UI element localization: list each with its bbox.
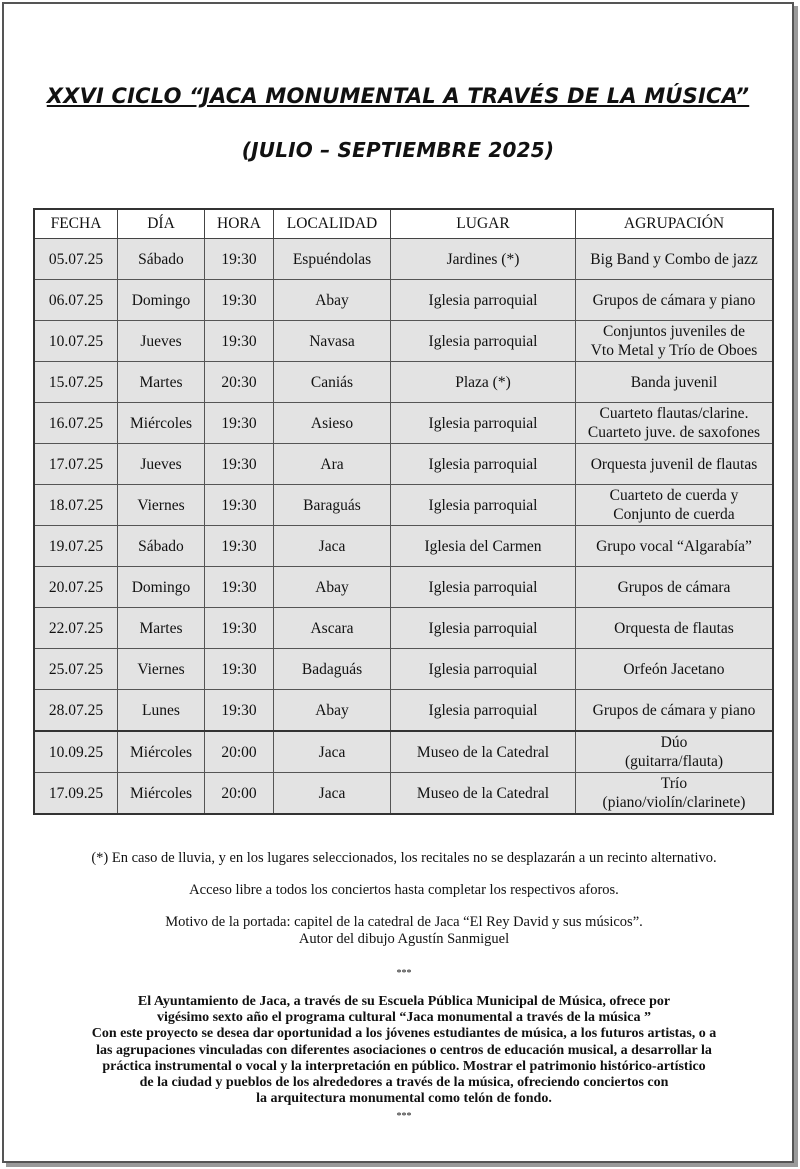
cell-hora: 20:00	[205, 773, 274, 815]
cell-localidad: Jaca	[274, 731, 391, 773]
cell-fecha: 18.07.25	[34, 485, 118, 526]
table-row	[34, 690, 773, 732]
cell-dia: Sábado	[118, 526, 205, 567]
table-row	[34, 773, 773, 815]
agrupacion-line: Cuarteto juve. de saxofones	[587, 424, 761, 441]
cell-agrupacion	[576, 731, 774, 773]
table-row	[34, 649, 773, 690]
cell-dia: Martes	[118, 608, 205, 649]
cell-dia: Miércoles	[118, 773, 205, 815]
table-row	[34, 608, 773, 649]
separator: ***	[396, 968, 412, 979]
description-line: vigésimo sexto año el programa cultural “Jaca monumental a través de la música ”	[157, 1010, 651, 1026]
table-row	[34, 321, 773, 362]
agrupacion-line: (piano/violín/clarinete)	[602, 794, 746, 811]
cell-lugar: Iglesia parroquial	[391, 567, 576, 608]
cell-agrupacion	[576, 690, 774, 732]
cell-fecha: 17.09.25	[34, 773, 118, 815]
table-body	[34, 239, 773, 815]
agrupacion-line: Big Band y Combo de jazz	[590, 250, 758, 268]
cell-lugar: Iglesia parroquial	[391, 649, 576, 690]
cell-localidad: Abay	[274, 690, 391, 732]
description-line: la arquitectura monumental como telón de fondo.	[256, 1091, 552, 1107]
cell-lugar: Iglesia parroquial	[391, 690, 576, 732]
header-agrupacion: AGRUPACIÓN	[576, 209, 774, 239]
cell-hora: 19:30	[205, 690, 274, 732]
agrupacion-line: Trío	[660, 775, 688, 792]
cell-agrupacion	[576, 773, 774, 815]
cell-hora: 19:30	[205, 649, 274, 690]
agrupacion-line: Orfeón Jacetano	[623, 660, 725, 678]
header-fecha: FECHA	[34, 209, 118, 239]
cell-fecha: 06.07.25	[34, 280, 118, 321]
cell-lugar: Plaza (*)	[391, 362, 576, 403]
cell-fecha: 17.07.25	[34, 444, 118, 485]
agrupacion-line: Conjuntos juveniles de	[602, 323, 746, 340]
cell-agrupacion	[576, 362, 774, 403]
cell-lugar: Iglesia parroquial	[391, 608, 576, 649]
cell-dia: Domingo	[118, 567, 205, 608]
header-lugar: LUGAR	[391, 209, 576, 239]
cell-lugar: Iglesia parroquial	[391, 485, 576, 526]
cell-localidad: Ara	[274, 444, 391, 485]
program-description	[24, 994, 784, 1107]
cell-localidad: Jaca	[274, 773, 391, 815]
cell-hora: 19:30	[205, 444, 274, 485]
cell-fecha: 16.07.25	[34, 403, 118, 444]
cell-lugar: Iglesia parroquial	[391, 280, 576, 321]
table-row	[34, 239, 773, 280]
table-row	[34, 731, 773, 773]
cell-localidad: Jaca	[274, 526, 391, 567]
cell-dia: Jueves	[118, 321, 205, 362]
cell-fecha: 25.07.25	[34, 649, 118, 690]
table-row	[34, 280, 773, 321]
cell-lugar: Iglesia parroquial	[391, 444, 576, 485]
cell-agrupacion	[576, 485, 774, 526]
cell-agrupacion	[576, 280, 774, 321]
cell-agrupacion	[576, 444, 774, 485]
cell-hora: 19:30	[205, 485, 274, 526]
agrupacion-line: Banda juvenil	[630, 373, 718, 391]
header-dia: DÍA	[118, 209, 205, 239]
agrupacion-line: Dúo	[660, 734, 688, 751]
cell-agrupacion	[576, 403, 774, 444]
table-row	[34, 362, 773, 403]
agrupacion-line: Orquesta juvenil de flautas	[590, 455, 758, 473]
cell-agrupacion	[576, 567, 774, 608]
cell-fecha: 10.09.25	[34, 731, 118, 773]
table-row	[34, 403, 773, 444]
cell-hora: 20:00	[205, 731, 274, 773]
cell-hora: 19:30	[205, 403, 274, 444]
agrupacion-line: Orquesta de flautas	[614, 619, 734, 637]
agrupacion-line: Conjunto de cuerda	[613, 506, 735, 523]
description-line: El Ayuntamiento de Jaca, a través de su Escuela Pública Municipal de Música, ofrece por	[137, 994, 671, 1009]
cell-fecha: 10.07.25	[34, 321, 118, 362]
cell-localidad: Abay	[274, 567, 391, 608]
cell-fecha: 19.07.25	[34, 526, 118, 567]
cell-localidad: Badaguás	[274, 649, 391, 690]
concert-schedule-table	[33, 208, 774, 815]
cell-localidad: Abay	[274, 280, 391, 321]
access-note: Acceso libre a todos los conciertos hasta completar los respectivos aforos.	[189, 882, 619, 898]
cell-localidad: Navasa	[274, 321, 391, 362]
agrupacion-line: Vto Metal y Trío de Oboes	[590, 342, 758, 359]
cell-dia: Domingo	[118, 280, 205, 321]
cell-dia: Lunes	[118, 690, 205, 732]
cell-lugar: Museo de la Catedral	[391, 731, 576, 773]
cell-lugar: Museo de la Catedral	[391, 773, 576, 815]
cell-dia: Viernes	[118, 649, 205, 690]
page-title: XXVI CICLO “JACA MONUMENTAL A TRAVÉS DE LA MÚSICA”	[46, 84, 750, 108]
cell-agrupacion	[576, 321, 774, 362]
table-row	[34, 567, 773, 608]
cell-hora: 19:30	[205, 526, 274, 567]
cell-dia: Sábado	[118, 239, 205, 280]
header-localidad: LOCALIDAD	[274, 209, 391, 239]
description-line: práctica instrumental o vocal y la interpretación en público. Mostrar el patrimonio histórico-artístico	[102, 1058, 706, 1074]
cell-hora: 19:30	[205, 608, 274, 649]
agrupacion-line: (guitarra/flauta)	[624, 753, 724, 770]
cell-lugar: Iglesia parroquial	[391, 321, 576, 362]
description-line: Con este proyecto se desea dar oportunidad a los jóvenes estudiantes de música, a los futuros artistas, o a	[91, 1026, 717, 1042]
cell-fecha: 15.07.25	[34, 362, 118, 403]
agrupacion-line: Cuarteto de cuerda y	[609, 487, 739, 504]
cell-agrupacion	[576, 239, 774, 280]
cell-hora: 20:30	[205, 362, 274, 403]
separator-end: ***	[396, 1111, 412, 1122]
cover-note-line1: Motivo de la portada: capitel de la catedral de Jaca “El Rey David y sus músicos”.	[165, 914, 643, 930]
cell-localidad: Caniás	[274, 362, 391, 403]
cell-agrupacion	[576, 608, 774, 649]
agrupacion-line: Grupos de cámara y piano	[592, 701, 756, 719]
cell-localidad: Ascara	[274, 608, 391, 649]
cell-hora: 19:30	[205, 567, 274, 608]
cell-lugar: Jardines (*)	[391, 239, 576, 280]
header-hora: HORA	[205, 209, 274, 239]
rain-note: (*) En caso de lluvia, y en los lugares seleccionados, los recitales no se desplazarán a un recinto alternativo.	[91, 850, 717, 866]
cell-localidad: Espuéndolas	[274, 239, 391, 280]
cover-note-line2: Autor del dibujo Agustín Sanmiguel	[298, 931, 510, 947]
cell-localidad: Asieso	[274, 403, 391, 444]
table-row	[34, 444, 773, 485]
agrupacion-line: Cuarteto flautas/clarine.	[599, 405, 749, 422]
table-header-row	[34, 209, 773, 239]
document-page	[2, 2, 794, 1163]
table-row	[34, 526, 773, 567]
cell-fecha: 05.07.25	[34, 239, 118, 280]
agrupacion-line: Grupos de cámara y piano	[592, 291, 756, 309]
cell-fecha: 20.07.25	[34, 567, 118, 608]
cell-lugar: Iglesia parroquial	[391, 403, 576, 444]
page-subtitle-dates: (JULIO – SEPTIEMBRE 2025)	[241, 138, 555, 162]
cell-dia: Viernes	[118, 485, 205, 526]
cell-dia: Martes	[118, 362, 205, 403]
cell-dia: Miércoles	[118, 403, 205, 444]
agrupacion-line: Grupo vocal “Algarabía”	[596, 537, 752, 555]
cell-fecha: 28.07.25	[34, 690, 118, 732]
cell-agrupacion	[576, 526, 774, 567]
description-line: las agrupaciones vinculadas con diferentes asociaciones o centros de educación musical, a desarrollar la	[96, 1042, 712, 1058]
cell-lugar: Iglesia del Carmen	[391, 526, 576, 567]
cell-fecha: 22.07.25	[34, 608, 118, 649]
cover-note	[24, 914, 784, 948]
cell-dia: Jueves	[118, 444, 205, 485]
table-row	[34, 485, 773, 526]
cell-agrupacion	[576, 649, 774, 690]
cell-localidad: Baraguás	[274, 485, 391, 526]
cell-dia: Miércoles	[118, 731, 205, 773]
agrupacion-line: Grupos de cámara	[617, 578, 731, 596]
cell-hora: 19:30	[205, 280, 274, 321]
description-line: de la ciudad y pueblos de los alrededores a través de la música, ofreciendo conciertos con	[139, 1075, 669, 1091]
cell-hora: 19:30	[205, 239, 274, 280]
cell-hora: 19:30	[205, 321, 274, 362]
